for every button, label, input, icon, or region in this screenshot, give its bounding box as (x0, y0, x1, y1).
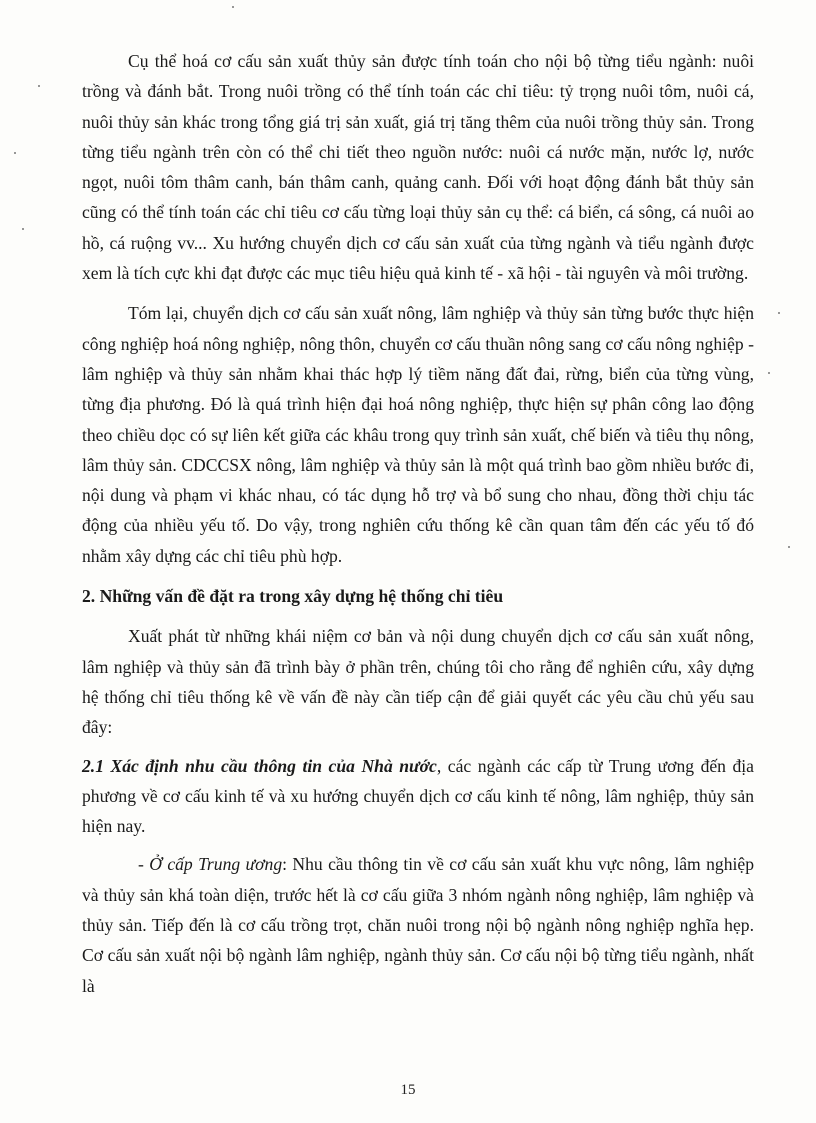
central-level-label: - Ở cấp Trung ương (138, 854, 283, 875)
scan-speck (788, 546, 790, 548)
scan-speck (232, 6, 234, 8)
scan-speck (22, 228, 24, 230)
paragraph-central-level (82, 849, 754, 1000)
page-body (82, 46, 754, 1001)
paragraph-summary: Tóm lại, chuyển dịch cơ cấu sản xuất nông, lâm nghiệp và thủy sản từng bước thực hiện công nghiệp hoá nông nghiệp, nông thôn, chuyển cơ cấu thuần nông sang cơ cấu nông nghiệp - lâm nghiệp và thủy sản nhằm khai thác hợp lý tiềm năng đất đai, rừng, biển của từng vùng, từng địa phương. Đó là quá trình hiện đại hoá nông nghiệp, thực hiện sự phân công lao động theo chiều dọc có sự liên kết giữa các khâu trong quy trình sản xuất, chế biến và tiêu thụ nông, lâm thủy sản. CDCCSX nông, lâm nghiệp và thủy sản là một quá trình bao gồm nhiều bước đi, nội dung và phạm vi khác nhau, có tác dụng hỗ trợ và bổ sung cho nhau, đồng thời chịu tác động của nhiều yếu tố. Do vậy, trong nghiên cứu thống kê cần quan tâm đến các yếu tố đó nhằm xây dựng các chỉ tiêu phù hợp. (82, 303, 754, 566)
paragraph-approach: Xuất phát từ những khái niệm cơ bản và nội dung chuyển dịch cơ cấu sản xuất nông, lâm nghiệp và thủy sản đã trình bày ở phần trên, chúng tôi cho rằng để nghiên cứu, xây dựng hệ thống chỉ tiêu thống kê về vấn đề này cần tiếp cận để giải quyết các yêu cầu chủ yếu sau đây: (82, 626, 754, 738)
scan-speck (768, 372, 770, 374)
subsection-text: , các ngành các cấp từ Trung ương đến địa phương về cơ cấu kinh tế và xu hướng chuyển dịch cơ cấu kinh tế nông, lâm nghiệp, thủy sản hiện nay. (82, 755, 754, 837)
page-number: 15 (400, 1082, 416, 1098)
paragraph-fishery-structure: Cụ thể hoá cơ cấu sản xuất thủy sản được tính toán cho nội bộ từng tiểu ngành: nuôi trồng và đánh bắt. Trong nuôi trồng có thể tính toán các chỉ tiêu: tỷ trọng nuôi tôm, nuôi cá, nuôi thủy sản khác trong tổng giá trị sản xuất, giá trị tăng thêm của nuôi trồng thủy sản. Trong từng tiểu ngành trên còn có thể chi tiết theo nguồn nước: nuôi cá nước mặn, nước lợ, nước ngọt, nuôi tôm thâm canh, bán thâm canh, quảng canh. Đối với hoạt động đánh bắt thủy sản cũng có thể tính toán các chỉ tiêu cơ cấu từng loại thủy sản cụ thể: cá biển, cá sông, cá nuôi ao hồ, cá ruộng vv... Xu hướng chuyển dịch cơ cấu sản xuất của từng ngành và tiểu ngành được xem là tích cực khi đạt được các mục tiêu hiệu quả kinh tế - xã hội - tài nguyên và môi trường. (82, 51, 754, 284)
central-level-text: : Nhu cầu thông tin về cơ cấu sản xuất khu vực nông, lâm nghiệp và thủy sản khá toàn diện, trước hết là cơ cấu giữa 3 nhóm ngành nông nghiệp, lâm nghiệp và thủy sản. Tiếp đến là cơ cấu trồng trọt, chăn nuôi trong nội bộ ngành nông nghiệp nghĩa hẹp. Cơ cấu sản xuất nội bộ ngành lâm nghiệp, ngành thủy sản. Cơ cấu nội bộ từng tiểu ngành, nhất là (82, 854, 755, 996)
scan-speck (14, 152, 16, 154)
section-heading: 2. Những vấn đề đặt ra trong xây dựng hệ thống chỉ tiêu (82, 586, 504, 607)
subsection-2-1 (82, 751, 754, 842)
scan-speck (38, 85, 40, 87)
scan-speck (778, 312, 780, 314)
subsection-title: 2.1 Xác định nhu cầu thông tin của Nhà nước (82, 755, 437, 776)
